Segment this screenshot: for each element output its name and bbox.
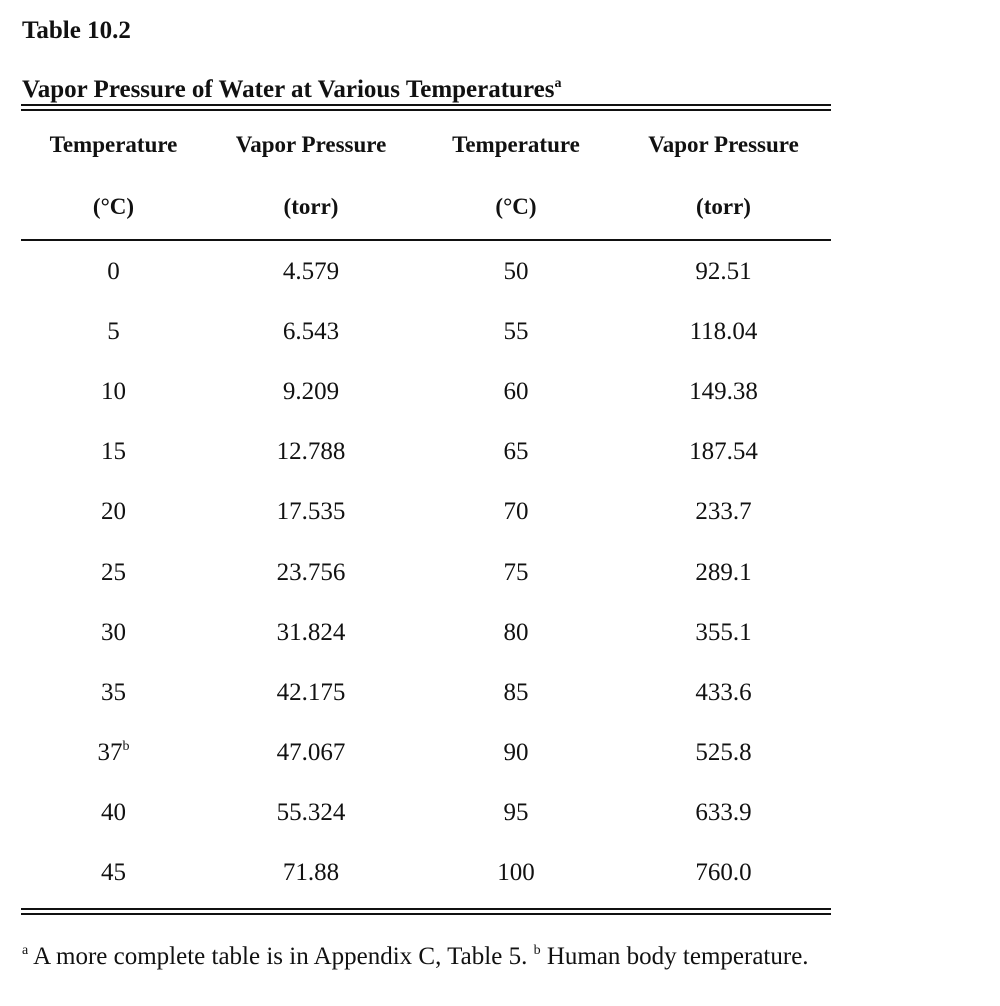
vapor-pressure-table bbox=[21, 116, 831, 903]
vapor-pressure-cell-right-value: 760.0 bbox=[695, 858, 752, 886]
column-header-unit: (°C) bbox=[92, 194, 135, 219]
table-row bbox=[21, 783, 831, 843]
vapor-pressure-cell-left-value: 47.067 bbox=[276, 738, 346, 766]
table-row bbox=[21, 240, 831, 302]
vapor-pressure-cell-right-value: 149.38 bbox=[689, 378, 758, 406]
vapor-pressure-cell-left bbox=[206, 663, 416, 723]
temperature-cell-right bbox=[416, 603, 616, 663]
temperature-cell-left-value: 15 bbox=[101, 438, 126, 466]
temperature-cell-right-value: 65 bbox=[503, 438, 529, 466]
table-row bbox=[21, 663, 831, 723]
temperature-cell-right-value: 75 bbox=[503, 558, 529, 586]
vapor-pressure-cell-left bbox=[206, 482, 416, 542]
vapor-pressure-table-wrap bbox=[21, 116, 831, 903]
top-rule-upper bbox=[21, 104, 831, 106]
footnote-b-text: Human body temperature. bbox=[540, 943, 809, 970]
header-row-units bbox=[21, 174, 831, 240]
vapor-pressure-cell-left-value: 55.324 bbox=[276, 798, 346, 826]
vapor-pressure-cell-right bbox=[616, 422, 831, 482]
temperature-cell-right bbox=[416, 843, 616, 903]
table-row bbox=[21, 482, 831, 542]
column-header-name: Temperature bbox=[49, 132, 178, 157]
vapor-pressure-cell-right-value: 289.1 bbox=[695, 558, 752, 586]
vapor-pressure-cell-left-value: 6.543 bbox=[282, 318, 340, 346]
footnote-b-marker: b bbox=[533, 943, 541, 958]
temperature-cell-right bbox=[416, 302, 616, 362]
vapor-pressure-cell-right-value: 633.9 bbox=[695, 798, 752, 826]
vapor-pressure-cell-left bbox=[206, 542, 416, 602]
vapor-pressure-cell-right bbox=[616, 663, 831, 723]
temperature-cell-right bbox=[416, 542, 616, 602]
temperature-cell-left bbox=[21, 362, 206, 422]
temperature-cell-right bbox=[416, 723, 616, 783]
temperature-cell-left bbox=[21, 302, 206, 362]
temperature-cell-left-value: 10 bbox=[101, 378, 126, 406]
column-header-name: Temperature bbox=[452, 132, 580, 157]
vapor-pressure-cell-left-value: 23.756 bbox=[276, 558, 346, 586]
vapor-pressure-cell-right bbox=[616, 240, 831, 302]
temperature-cell-left bbox=[21, 663, 206, 723]
vapor-pressure-cell-right-value: 525.8 bbox=[695, 738, 752, 766]
table-row bbox=[21, 422, 831, 482]
vapor-pressure-cell-left bbox=[206, 362, 416, 422]
temperature-cell-right-value: 100 bbox=[497, 858, 535, 886]
table-row bbox=[21, 723, 831, 783]
temperature-cell-left-value: 40 bbox=[101, 798, 126, 826]
vapor-pressure-cell-left bbox=[206, 723, 416, 783]
column-header-name: Vapor Pressure bbox=[648, 132, 799, 157]
temperature-cell-right bbox=[416, 422, 616, 482]
column-header-unit: (torr) bbox=[696, 194, 751, 219]
temperature-cell-right-value: 70 bbox=[503, 498, 529, 526]
temperature-cell-left bbox=[21, 422, 206, 482]
table-row bbox=[21, 362, 831, 422]
bottom-rule-lower bbox=[21, 913, 831, 915]
vapor-pressure-cell-left-value: 4.579 bbox=[282, 258, 340, 286]
vapor-pressure-cell-right bbox=[616, 603, 831, 663]
vapor-pressure-cell-right bbox=[616, 843, 831, 903]
vapor-pressure-cell-right-value: 233.7 bbox=[695, 498, 752, 526]
table-row bbox=[21, 302, 831, 362]
temperature-cell-right bbox=[416, 663, 616, 723]
column-header-unit: (torr) bbox=[283, 194, 339, 219]
vapor-pressure-cell-left bbox=[206, 843, 416, 903]
vapor-pressure-cell-left bbox=[206, 783, 416, 843]
vapor-pressure-cell-right-value: 187.54 bbox=[689, 438, 758, 466]
header-rule bbox=[21, 239, 831, 241]
temperature-cell-right-value: 80 bbox=[503, 618, 529, 646]
temperature-cell-left bbox=[21, 783, 206, 843]
temperature-cell-right-value: 95 bbox=[503, 798, 529, 826]
table-row bbox=[21, 603, 831, 663]
vapor-pressure-cell-left-value: 9.209 bbox=[282, 378, 340, 406]
temperature-cell-left-value: 45 bbox=[101, 858, 126, 886]
vapor-pressure-cell-right-value: 118.04 bbox=[689, 318, 758, 346]
table-body bbox=[21, 240, 831, 903]
vapor-pressure-cell-left-value: 12.788 bbox=[276, 438, 346, 466]
temperature-cell-right-value: 55 bbox=[503, 318, 529, 346]
temperature-cell-right bbox=[416, 783, 616, 843]
bottom-rule-upper bbox=[21, 908, 831, 910]
vapor-pressure-cell-right-value: 92.51 bbox=[695, 258, 752, 286]
vapor-pressure-cell-left bbox=[206, 302, 416, 362]
title-footnote-marker: a bbox=[554, 76, 562, 91]
temperature-cell-left-value: 30 bbox=[101, 618, 126, 646]
table-row bbox=[21, 542, 831, 602]
temperature-cell-left-value: 25 bbox=[101, 558, 126, 586]
temperature-cell-left bbox=[21, 482, 206, 542]
vapor-pressure-cell-left-value: 42.175 bbox=[276, 678, 346, 706]
footnote-a-text: A more complete table is in Appendix C, Table 5. bbox=[28, 943, 534, 970]
vapor-pressure-cell-left-value: 31.824 bbox=[276, 618, 346, 646]
table-label: Table 10.2 bbox=[22, 17, 131, 44]
vapor-pressure-cell-left-value: 71.88 bbox=[282, 858, 340, 886]
vapor-pressure-cell-left bbox=[206, 422, 416, 482]
temperature-cell-left-value: 35 bbox=[101, 678, 126, 706]
temperature-cell-left-value: 37 bbox=[97, 738, 123, 766]
vapor-pressure-cell-right bbox=[616, 723, 831, 783]
temperature-cell-left bbox=[21, 723, 206, 783]
vapor-pressure-cell-left bbox=[206, 603, 416, 663]
temperature-cell-left-value: 20 bbox=[101, 498, 126, 526]
vapor-pressure-cell-right bbox=[616, 302, 831, 362]
vapor-pressure-cell-left-value: 17.535 bbox=[276, 498, 346, 526]
vapor-pressure-cell-right bbox=[616, 783, 831, 843]
temperature-cell-left-value: 5 bbox=[107, 318, 120, 346]
temperature-cell-left bbox=[21, 240, 206, 302]
column-header-unit: (°C) bbox=[495, 194, 537, 219]
temperature-cell-right bbox=[416, 482, 616, 542]
table-header bbox=[21, 116, 831, 240]
temperature-cell-right-value: 60 bbox=[503, 378, 529, 406]
vapor-pressure-cell-right-value: 355.1 bbox=[695, 618, 752, 646]
temperature-footnote-marker: b bbox=[122, 738, 130, 754]
table-title-text: Vapor Pressure of Water at Various Temperatures bbox=[22, 76, 555, 103]
vapor-pressure-cell-right bbox=[616, 482, 831, 542]
table-title bbox=[22, 72, 561, 108]
column-header-name: Vapor Pressure bbox=[235, 132, 387, 157]
temperature-cell-left bbox=[21, 843, 206, 903]
table-row bbox=[21, 843, 831, 903]
footnote bbox=[22, 938, 809, 976]
top-rule-lower bbox=[21, 109, 831, 111]
temperature-cell-right bbox=[416, 240, 616, 302]
temperature-cell-right-value: 50 bbox=[503, 258, 529, 286]
temperature-cell-right-value: 90 bbox=[503, 738, 529, 766]
temperature-cell-left-value: 0 bbox=[107, 258, 120, 286]
temperature-cell-left bbox=[21, 542, 206, 602]
temperature-cell-right bbox=[416, 362, 616, 422]
temperature-cell-right-value: 85 bbox=[503, 678, 529, 706]
header-row-names bbox=[21, 116, 831, 174]
vapor-pressure-cell-left bbox=[206, 240, 416, 302]
vapor-pressure-cell-right-value: 433.6 bbox=[695, 678, 752, 706]
vapor-pressure-cell-right bbox=[616, 362, 831, 422]
footnote-a-marker: a bbox=[22, 943, 29, 958]
temperature-cell-left bbox=[21, 603, 206, 663]
vapor-pressure-cell-right bbox=[616, 542, 831, 602]
